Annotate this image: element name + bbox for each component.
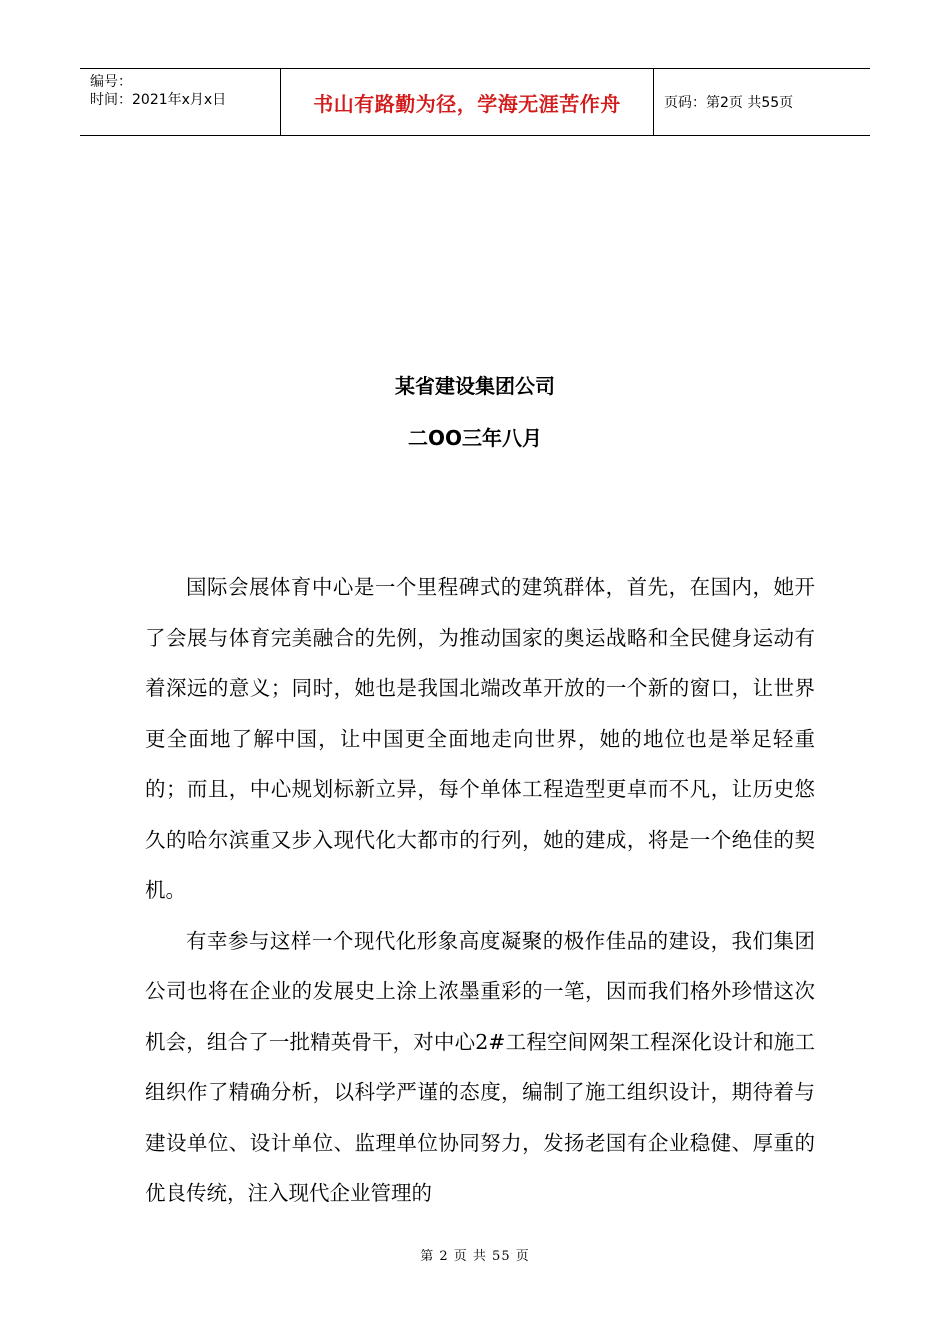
paragraph-1: 国际会展体育中心是一个里程碑式的建筑群体，首先，在国内，她开了会展与体育完美融合的先例，为推动国家的奥运战略和全民健身运动有着深远的意义；同时，她也是我国北端改革开放的一个新的窗口，让世界更全面地了解中国，让中国更全面地走向世界，她的地位也是举足轻重的；而且，中心规划标新立异，每个单体工程造型更卓而不凡，让历史悠久的哈尔滨重又步入现代化大都市的行列，她的建成，将是一个绝佳的契机。 [145,575,815,902]
date-label: 时间：2021年x月x日 [90,92,227,108]
header-left-cell [80,69,281,135]
date-title: 二OO三年八月 [407,426,542,450]
motto-cell [281,69,654,135]
header-table [80,68,870,136]
company-title: 某省建设集团公司 [395,374,555,398]
number-label: 编号： [90,74,132,90]
page-info-cell [654,69,870,135]
body-text [145,562,815,1219]
page-footer: 第 2 页 共 55 页 [420,1249,530,1264]
motto-text: 书山有路勤为径，学海无涯苦作舟 [313,91,621,116]
page-info-text: 页码：第2页 共55页 [664,95,794,111]
paragraph-2: 有幸参与这样一个现代化形象高度凝聚的极作佳品的建设，我们集团公司也将在企业的发展史上涂上浓墨重彩的一笔，因而我们格外珍惜这次机会，组合了一批精英骨干，对中心2#工程空间网架工程深化设计和施工组织作了精确分析，以科学严谨的态度，编制了施工组织设计，期待着与建设单位、设计单位、监理单位协同努力，发扬老国有企业稳健、厚重的优良传统，注入现代企业管理的 [145,928,815,1205]
